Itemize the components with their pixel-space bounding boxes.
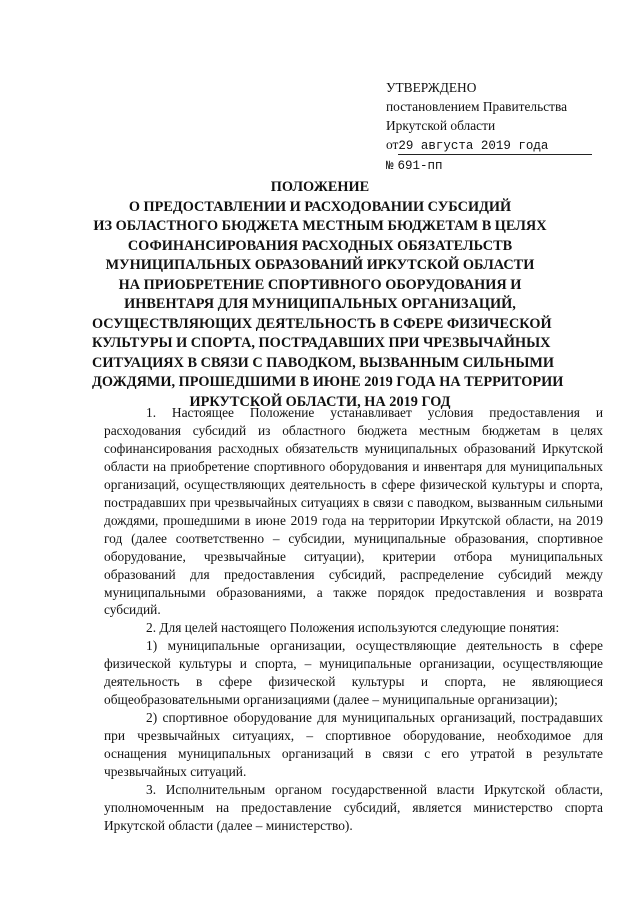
title-line: ИРКУТСКОЙ ОБЛАСТИ, НА 2019 ГОД [189, 393, 451, 410]
approved-by-line-1: постановлением Правительства [386, 99, 568, 114]
title-line: ПОЛОЖЕНИЕ [270, 179, 370, 195]
paragraph-1: 1. Настоящее Положение устанавливает условия предоставления и расходования субсидий из областного бюджета местным бюджетам в целях софинансирования расходных обязательств муниципальных образований Иркутской области на приобретение спортивного оборудования и инвентаря для муниципальных организаций, осуществляющих деятельность в сфере физической культуры и спорта, пострадавших при чрезвычайных ситуациях в связи с паводком, вызванным сильными дождями, прошедшими в июне 2019 года на территории Иркутской области, на 2019 год (далее соответственно – субсидии, муниципальные образования, спортивное оборудование, чрезвычайные ситуации), критерии отбора муниципальных образований для предоставления субсидий, распределение субсидий между муниципальными образованиями, а также порядок предоставления и возврата субсидий. [104, 405, 603, 618]
title-line: КУЛЬТУРЫ И СПОРТА, ПОСТРАДАВШИХ ПРИ ЧРЕЗВЫЧАЙНЫХ [92, 335, 551, 351]
paragraph-2-item-2: 2) спортивное оборудование для муниципальных организаций, пострадавших при чрезвычайных ситуациях, – спортивное оборудование, необходимое для оснащения муниципальных организаций в связи с его утратой в результате чрезвычайных ситуаций. [104, 710, 603, 780]
title-line: МУНИЦИПАЛЬНЫХ ОБРАЗОВАНИЙ ИРКУТСКОЙ ОБЛАСТИ [105, 257, 535, 273]
title-line: ОСУЩЕСТВЛЯЮЩИХ ДЕЯТЕЛЬНОСТЬ В СФЕРЕ ФИЗИЧЕСКОЙ [92, 315, 552, 332]
document-title [92, 178, 564, 412]
approval-date-value: 29 августа 2019 года [398, 138, 592, 155]
approved-label: УТВЕРЖДЕНО [386, 80, 477, 95]
title-line: ИНВЕНТАРЯ ДЛЯ МУНИЦИПАЛЬНЫХ ОРГАНИЗАЦИЙ, [124, 296, 516, 312]
paragraph-3: 3. Исполнительным органом государственной власти Иркутской области, уполномоченным на предоставление субсидий, является министерство спорта Иркутской области (далее – министерство). [104, 782, 603, 833]
approval-stamp [386, 78, 606, 176]
title-line: НА ПРИОБРЕТЕНИЕ СПОРТИВНОГО ОБОРУДОВАНИЯ И [118, 276, 522, 293]
paragraph-2: 2. Для целей настоящего Положения используются следующие понятия: [146, 620, 560, 636]
paragraph-2-item-1: 1) муниципальные организации, осуществляющие деятельность в сфере физической культуры и спорта, – муниципальные организации, осуществляющие деятельность в сфере физической культуры и спорта, не являющиеся общеобразовательными организациями (далее – муниципальные организации); [104, 638, 603, 708]
title-line: СОФИНАНСИРОВАНИЯ РАСХОДНЫХ ОБЯЗАТЕЛЬСТВ [127, 237, 513, 254]
title-line: ИЗ ОБЛАСТНОГО БЮДЖЕТА МЕСТНЫМ БЮДЖЕТАМ В ЦЕЛЯХ [93, 218, 547, 234]
title-line: О ПРЕДОСТАВЛЕНИИ И РАСХОДОВАНИИ СУБСИДИЙ [128, 198, 512, 215]
number-sign: № [386, 159, 394, 173]
title-line: СИТУАЦИЯХ В СВЯЗИ С ПАВОДКОМ, ВЫЗВАННЫМ СИЛЬНЫМИ [92, 354, 555, 371]
title-line: ДОЖДЯМИ, ПРОШЕДШИМИ В ИЮНЕ 2019 ГОДА НА ТЕРРИТОРИИ [92, 374, 564, 390]
date-prefix: от [386, 137, 399, 152]
approval-number-row [386, 155, 606, 176]
approval-number-value: 691-пп [397, 159, 443, 173]
approved-by-line-2: Иркутской области [386, 118, 496, 133]
document-body [104, 404, 603, 835]
approval-date-row [386, 135, 606, 155]
